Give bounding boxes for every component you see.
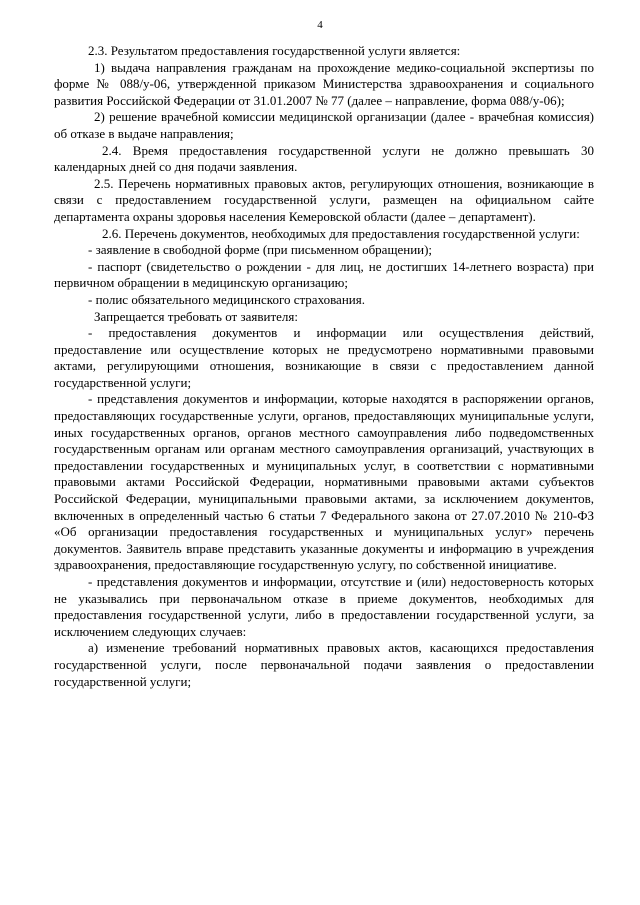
- exception-item-a: а) изменение требований нормативных правовых актов, касающихся предоставления государственной услуги, после первоначальной подачи заявления о предоставлении государственной услуги;: [54, 640, 594, 689]
- prohibited-item-3: - представления документов и информации, отсутствие и (или) недостоверность которых не указывались при первоначальном отказе в приеме документов, необходимых для предоставления государственной услуги, либо в предоставлении государственной услуги, за исключением следующих случаев:: [54, 574, 594, 639]
- list-item-insurance: - полис обязательного медицинского страхования.: [88, 291, 365, 307]
- list-item-passport: - паспорт (свидетельство о рождении - для лиц, не достигших 14-летнего возраста) при первичном обращении в медицинскую организацию;: [54, 258, 594, 291]
- list-item-application: - заявление в свободной форме (при письменном обращении);: [88, 242, 433, 258]
- document-body: [54, 43, 594, 690]
- paragraph-2-4: 2.4. Время предоставления государственной услуги не должно превышать 30 календарных дней со дня подачи заявления.: [54, 142, 594, 175]
- paragraph-item-2: 2) решение врачебной комиссии медицинской организации (далее - врачебная комиссия) об отказе в выдаче направления;: [54, 109, 594, 141]
- paragraph-item-1: 1) выдача направления гражданам на прохождение медико-социальной экспертизы по форме № 088/у-06, утвержденной приказом Министерства здравоохранения и социального развития Российской Федерации от 31.01.2007 № 77 (далее – направление, форма 088/у-06);: [54, 59, 594, 108]
- prohibited-item-2: - представления документов и информации, которые находятся в распоряжении органов, предоставляющих государственные услуги, органов, предоставляющих муниципальные услуги, иных государственных органов, органов местного самоуправления либо подведомственных государственным органам или органам местного самоуправления организаций, участвующих в предоставлении государственных и муниципальных услуг, в соответствии с нормативными правовыми актами Российской Федерации, нормативными правовыми актами субъектов Российской Федерации, муниципальными правовыми актами, за исключением документов, включенных в определенный частью 6 статьи 7 Федерального закона от 27.07.2010 № 210-ФЗ «Об организации предоставления государственных и муниципальных услуг» перечень документов. Заявитель вправе представить указанные документы и информацию в учреждения здравоохранения, предоставляющие государственную услугу, по собственной инициативе.: [54, 391, 594, 573]
- paragraph-2-5: 2.5. Перечень нормативных правовых актов, регулирующих отношения, возникающие в связи с предоставлением государственной услуги, размещен на официальном сайте департамента охраны здоровья населения Кемеровской области (далее – департамент).: [54, 175, 594, 224]
- paragraph-2-6: 2.6. Перечень документов, необходимых для предоставления государственной услуги:: [102, 225, 580, 241]
- paragraph-prohibited: Запрещается требовать от заявителя:: [94, 308, 298, 324]
- prohibited-item-1: - предоставления документов и информации или осуществления действий, предоставление или осуществление которых не предусмотрено нормативными правовыми актами, регулирующими отношения, возникающие в связи с предоставлением данной государственной услуги;: [54, 325, 594, 390]
- page-number: 4: [317, 19, 323, 31]
- paragraph-2-3: 2.3. Результатом предоставления государственной услуги является:: [88, 43, 461, 58]
